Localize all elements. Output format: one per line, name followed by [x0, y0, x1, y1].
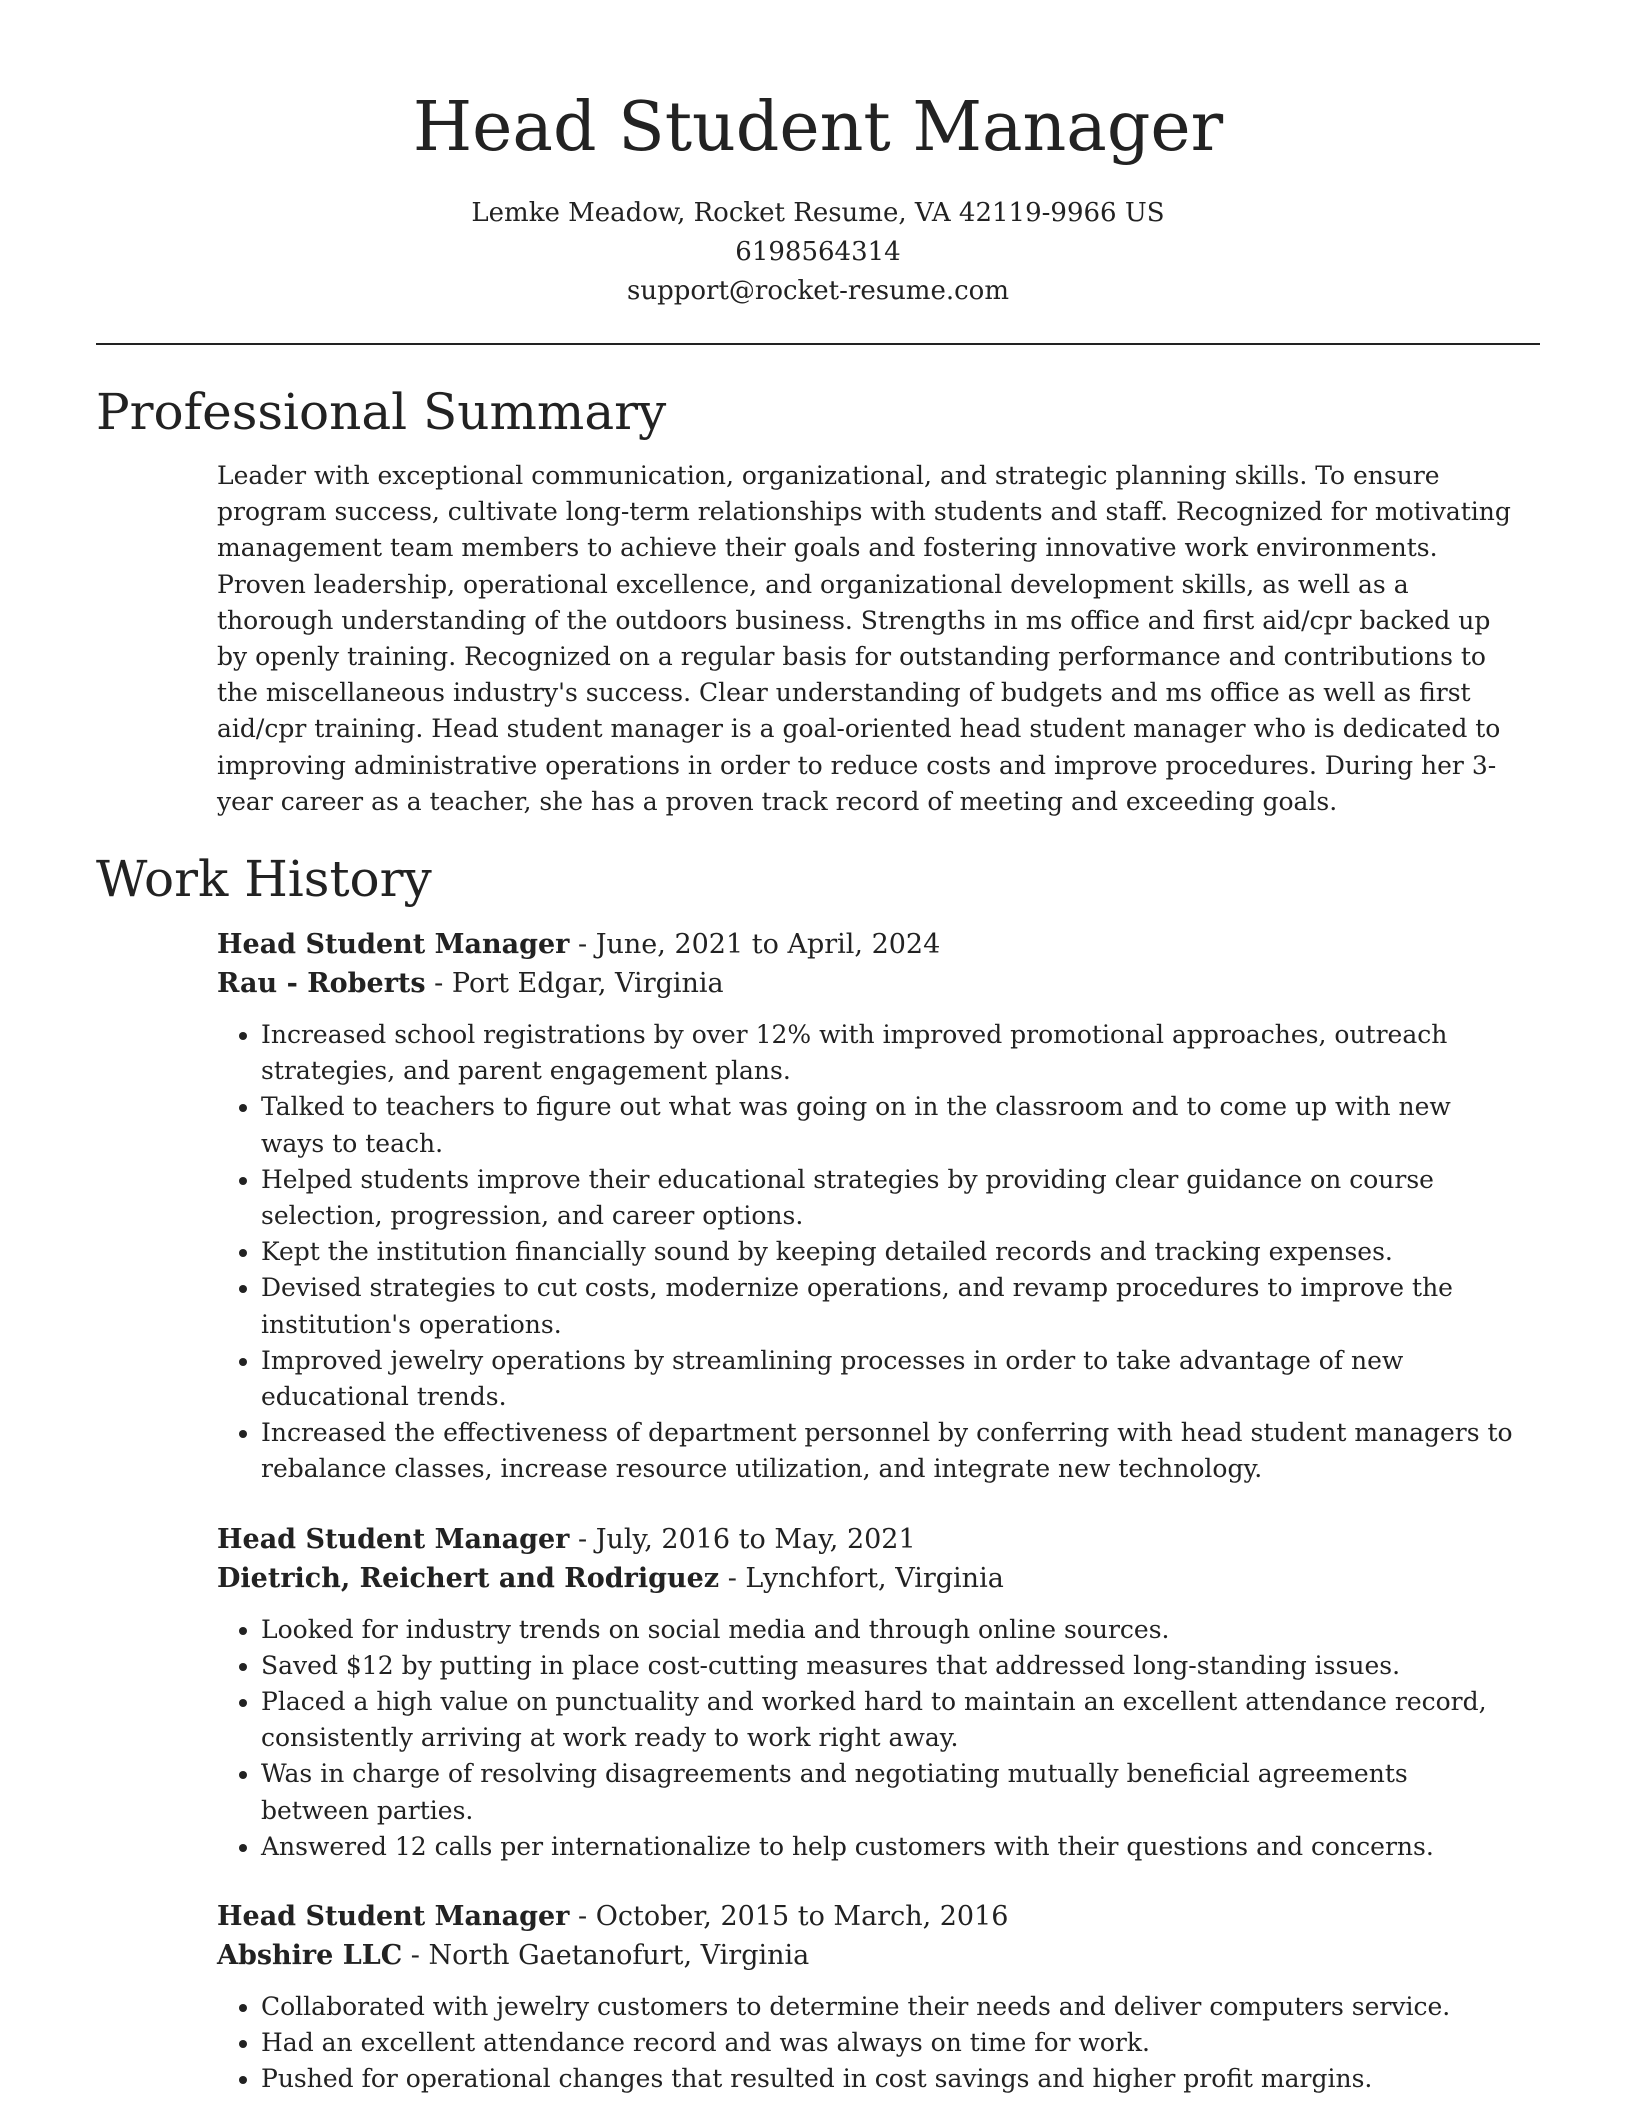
- job-location: - Port Edgar, Virginia: [425, 968, 724, 999]
- job-location: - Lynchfort, Virginia: [719, 1562, 1004, 1594]
- job-bullet: • Looked for industry trends on social media and through online sources.: [261, 1612, 1522, 1648]
- job-title: Head Student Manager: [217, 929, 570, 960]
- job-bullets: [217, 1989, 1522, 2098]
- job-bullet: • Pushed for operational changes that resulted in cost savings and higher profit margins.: [261, 2061, 1522, 2097]
- job-company-line: [217, 1559, 1522, 1598]
- email: support@rocket-resume.com: [626, 276, 1009, 306]
- job-company-line: [217, 1936, 1522, 1975]
- phone: 6198564314: [735, 237, 901, 267]
- job-bullet: • Talked to teachers to figure out what was going on in the classroom and to come up with new ways to teach.: [261, 1089, 1522, 1161]
- summary-text: Leader with exceptional communication, organizational, and strategic planning skills. To ensure program success, cultivate long-term relationships with students and staff. Recognized for motivating management team members to achieve their goals and fostering innovative work environments. Proven leadership, operational excellence, and organizational development skills, as well as a thorough understanding of the outdoors business. Strengths in ms office and first aid/cpr backed up by openly training. Recognized on a regular basis for outstanding performance and contributions to the miscellaneous industry's success. Clear understanding of budgets and ms office as well as first aid/cpr training. Head student manager is a goal-oriented head student manager who is dedicated to improving administrative operations in order to reduce costs and improve procedures. During her 3-year career as a teacher, she has a proven track record of meeting and exceeding goals.: [217, 461, 1511, 816]
- job-bullet: • Improved jewelry operations by streamlining processes in order to take advantage of new educational trends.: [261, 1343, 1522, 1415]
- job-bullet: • Increased school registrations by over 12% with improved promotional approaches, outreach strategies, and parent engagement plans.: [261, 1017, 1522, 1089]
- resume-header: [96, 84, 1540, 311]
- job-dates: - October, 2015 to March, 2016: [569, 1901, 1009, 1933]
- job-dates: - June, 2021 to April, 2024: [569, 929, 941, 960]
- summary-heading: Professional Summary: [96, 383, 667, 441]
- job-title-line: [217, 925, 1522, 964]
- job-bullet: • Answered 12 calls per internationalize to help customers with their questions and concerns.: [261, 1829, 1522, 1865]
- job-bullet: • Kept the institution financially sound by keeping detailed records and tracking expenses.: [261, 1234, 1522, 1270]
- job-bullet: • Collaborated with jewelry customers to determine their needs and deliver computers service.: [261, 1989, 1522, 2025]
- job-company: Dietrich, Reichert and Rodriguez: [217, 1562, 720, 1594]
- job-bullet: • Devised strategies to cut costs, modernize operations, and revamp procedures to improve the institution's operations.: [261, 1270, 1522, 1342]
- job-title: Head Student Manager: [217, 1523, 570, 1555]
- candidate-name: Head Student Manager: [412, 88, 1224, 167]
- summary-section: [96, 380, 1540, 820]
- work-history-section: [96, 847, 1540, 2098]
- job-entry: [217, 1897, 1522, 2098]
- job-company: Abshire LLC: [217, 1940, 403, 1972]
- address: Lemke Meadow, Rocket Resume, VA 42119-9966 US: [471, 198, 1165, 228]
- job-title-line: [217, 1520, 1522, 1559]
- job-bullet: • Placed a high value on punctuality and worked hard to maintain an excellent attendance record, consistently arriving at work ready to work right away.: [261, 1684, 1522, 1756]
- job-bullet: • Increased the effectiveness of department personnel by conferring with head student managers to rebalance classes, increase resource utilization, and integrate new technology.: [261, 1415, 1522, 1487]
- job-entry: [217, 1520, 1522, 1865]
- job-company: Rau - Roberts: [217, 968, 426, 999]
- job-bullet: • Helped students improve their educational strategies by providing clear guidance on course selection, progression, and career options.: [261, 1162, 1522, 1234]
- job-entry: [217, 925, 1522, 1488]
- summary-content: [217, 458, 1522, 820]
- job-bullets: [217, 1017, 1522, 1488]
- work-history-heading: Work History: [96, 850, 432, 908]
- job-location: - North Gaetanofurt, Virginia: [402, 1940, 810, 1972]
- job-bullet: • Saved $12 by putting in place cost-cutting measures that addressed long-standing issues.: [261, 1648, 1522, 1684]
- job-dates: - July, 2016 to May, 2021: [569, 1523, 916, 1555]
- job-bullet: • Was in charge of resolving disagreements and negotiating mutually beneficial agreements between parties.: [261, 1756, 1522, 1828]
- header-divider: [96, 343, 1540, 345]
- job-bullets: [217, 1612, 1522, 1865]
- job-title-line: [217, 1897, 1522, 1936]
- job-title: Head Student Manager: [217, 1901, 570, 1933]
- job-company-line: [217, 964, 1522, 1003]
- contact-block: [96, 194, 1540, 311]
- job-bullet: • Had an excellent attendance record and was always on time for work.: [261, 2025, 1522, 2061]
